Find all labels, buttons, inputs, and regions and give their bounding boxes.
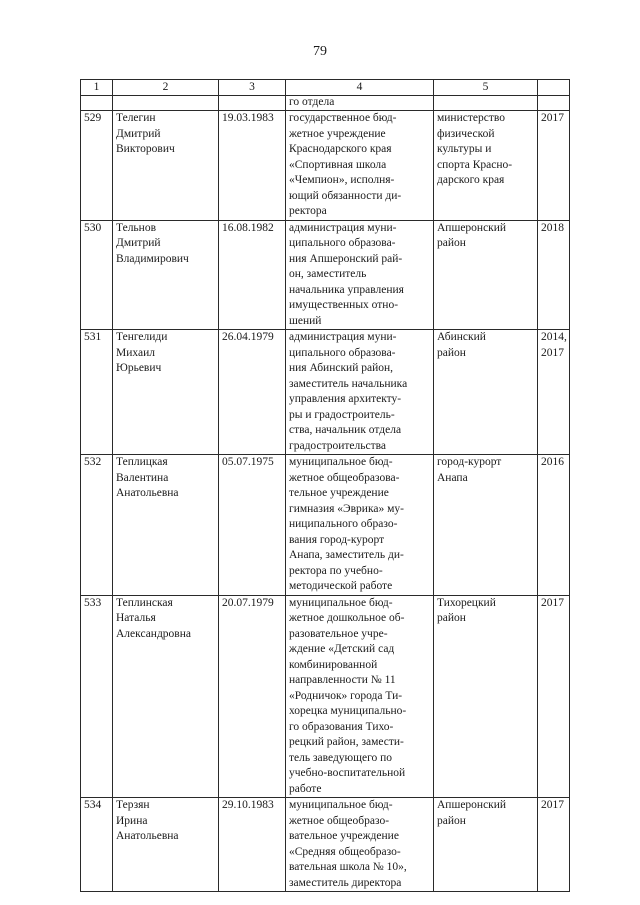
workplace-line: ректора по учебно- — [289, 564, 383, 577]
municipality-line: Анапа — [437, 471, 468, 484]
municipality-cell — [434, 220, 538, 330]
workplace-line: государственное бюд- — [289, 112, 397, 124]
person-name-line: Александровна — [116, 627, 191, 640]
row-number-cell — [81, 220, 113, 330]
person-name-cell — [113, 798, 219, 892]
year-cell — [538, 111, 570, 221]
workplace-line: ющий обязанности ди- — [289, 189, 402, 202]
workplace-line: ры и градостроитель- — [289, 408, 395, 421]
person-name-line: Валентина — [116, 471, 169, 484]
workplace-line: гимназия «Эврика» му- — [289, 502, 404, 515]
municipality-line: район — [437, 612, 466, 624]
workplace-cell — [286, 330, 434, 455]
municipality-line: район — [437, 346, 466, 359]
workplace-cell — [286, 455, 434, 596]
year-cell — [538, 455, 570, 596]
workplace-line: градостроительства — [289, 439, 387, 452]
municipality-line: Апшеронский — [437, 221, 507, 234]
birth-date-line: 16.08.1982 — [222, 221, 274, 234]
row-number-cell — [81, 330, 113, 455]
workplace-line: рецкий район, замести- — [289, 736, 404, 748]
page-number: 79 — [313, 44, 327, 59]
workplace-line: он, заместитель — [289, 268, 367, 280]
year-line: 2017 — [541, 799, 564, 811]
continuation-work-cell: го отдела — [286, 96, 434, 111]
municipality-cell — [434, 111, 538, 221]
municipality-line: спорта Красно- — [437, 158, 513, 171]
birth-date-line: 20.07.1979 — [222, 596, 274, 609]
column-header-work: 4 — [286, 80, 434, 96]
workplace-line: управления архитекту- — [289, 393, 402, 405]
person-name-cell — [113, 455, 219, 596]
municipality-line: культуры и — [437, 143, 492, 155]
column-header-name: 2 — [113, 80, 219, 96]
municipality-line: Тихорецкий — [437, 596, 496, 609]
municipality-line: Апшеронский — [437, 799, 507, 811]
workplace-line: разовательное учре- — [289, 627, 388, 640]
column-header-place: 5 — [434, 80, 538, 96]
person-name-line: Михаил — [116, 346, 155, 359]
year-line: 2016 — [541, 456, 564, 468]
table-row — [81, 595, 570, 798]
column-header-date: 3 — [219, 80, 286, 96]
column-header-number: 1 — [81, 80, 113, 96]
year-line: 2017 — [541, 596, 564, 609]
workplace-line: методической работе — [289, 580, 393, 592]
person-name-line: Анатольевна — [116, 487, 179, 499]
person-name-line: Теплицкая — [116, 456, 168, 468]
continuation-num-cell — [81, 96, 113, 111]
workplace-line: муниципальное бюд- — [289, 456, 393, 468]
workplace-line: ципального образова- — [289, 237, 396, 249]
row-number-line: 534 — [84, 799, 102, 811]
workplace-line: направленности № 11 — [289, 674, 396, 686]
workplace-line: комбинированной — [289, 658, 378, 671]
workplace-line: муниципальное бюд- — [289, 799, 393, 811]
birth-date-cell — [219, 455, 286, 596]
workplace-line: «Чемпион», исполня- — [289, 174, 395, 186]
workplace-cell — [286, 220, 434, 330]
workplace-line: муниципальное бюд- — [289, 596, 393, 609]
municipality-cell — [434, 595, 538, 798]
workplace-line: заместитель начальника — [289, 377, 408, 390]
continuation-date-cell — [219, 96, 286, 111]
person-name-line: Тельнов — [116, 221, 157, 234]
municipality-cell — [434, 330, 538, 455]
workplace-line: ниципального образо- — [289, 518, 398, 530]
row-number-cell — [81, 111, 113, 221]
person-name-line: Дмитрий — [116, 127, 161, 140]
person-name-line: Теплинская — [116, 596, 173, 609]
municipality-line: город-курорт — [437, 456, 502, 468]
workplace-line: ния Апшеронский рай- — [289, 252, 403, 265]
municipality-cell — [434, 798, 538, 892]
workplace-line: Краснодарского края — [289, 143, 392, 155]
workplace-line: «Спортивная школа — [289, 158, 387, 171]
municipality-line: район — [437, 814, 466, 827]
workplace-cell — [286, 798, 434, 892]
workplace-line: вания город-курорт — [289, 533, 385, 546]
person-name-line: Владимирович — [116, 252, 189, 265]
year-line: 2017 — [541, 346, 564, 359]
table-row — [81, 330, 570, 455]
table-header-row — [81, 80, 570, 96]
birth-date-cell — [219, 220, 286, 330]
municipality-line: район — [437, 237, 466, 249]
table-row — [81, 455, 570, 596]
workplace-line: ния Абинский район, — [289, 362, 394, 374]
municipality-line: физической — [437, 127, 495, 140]
person-name-line: Тенгелиди — [116, 331, 168, 343]
municipality-line: Абинский — [437, 331, 486, 343]
birth-date-cell — [219, 330, 286, 455]
municipality-line: дарского края — [437, 174, 505, 186]
row-number-cell — [81, 798, 113, 892]
continuation-place-cell — [434, 96, 538, 111]
workplace-line: жетное общеобразо- — [289, 814, 390, 827]
workplace-line: имущественных отно- — [289, 299, 399, 311]
birth-date-line: 05.07.1975 — [222, 456, 274, 468]
workplace-line: тельное учреждение — [289, 487, 389, 499]
birth-date-cell — [219, 595, 286, 798]
birth-date-line: 26.04.1979 — [222, 331, 274, 343]
year-cell — [538, 330, 570, 455]
birth-date-line: 29.10.1983 — [222, 799, 274, 811]
table-row — [81, 111, 570, 221]
municipality-cell — [434, 455, 538, 596]
row-number-line: 532 — [84, 456, 102, 468]
registry-table — [80, 79, 570, 892]
workplace-line: вательная школа № 10», — [289, 861, 407, 873]
workplace-line: хорецка муниципально- — [289, 705, 407, 717]
workplace-cell — [286, 111, 434, 221]
workplace-line: ждение «Детский сад — [289, 643, 395, 655]
column-header-year — [538, 80, 570, 96]
workplace-line: работе — [289, 782, 322, 795]
workplace-line: «Средняя общеобразо- — [289, 845, 401, 858]
workplace-line: администрация муни- — [289, 331, 397, 343]
workplace-line: администрация муни- — [289, 221, 397, 234]
workplace-line: го образования Тихо- — [289, 720, 394, 733]
workplace-line: жетное учреждение — [289, 127, 386, 140]
workplace-line: учебно-воспитательной — [289, 767, 406, 779]
workplace-line: Анапа, заместитель ди- — [289, 549, 404, 561]
birth-date-cell — [219, 111, 286, 221]
continuation-row — [81, 96, 570, 111]
workplace-line: начальника управления — [289, 283, 404, 296]
workplace-line: вательное учреждение — [289, 830, 399, 842]
person-name-line: Наталья — [116, 612, 156, 624]
year-line: 2018 — [541, 221, 564, 234]
workplace-line: ректора — [289, 205, 327, 217]
person-name-line: Викторович — [116, 143, 175, 155]
year-cell — [538, 220, 570, 330]
person-name-cell — [113, 330, 219, 455]
person-name-line: Ирина — [116, 814, 148, 827]
person-name-line: Терзян — [116, 799, 150, 811]
row-number-line: 533 — [84, 596, 102, 609]
person-name-line: Анатольевна — [116, 830, 179, 842]
row-number-line: 531 — [84, 331, 102, 343]
person-name-cell — [113, 220, 219, 330]
workplace-line: тель заведующего по — [289, 751, 393, 764]
year-line: 2014, — [541, 331, 567, 343]
year-line: 2017 — [541, 112, 564, 124]
table-row — [81, 798, 570, 892]
municipality-line: министерство — [437, 112, 505, 124]
row-number-cell — [81, 595, 113, 798]
workplace-line: заместитель директора — [289, 876, 402, 889]
row-number-line: 530 — [84, 221, 102, 234]
continuation-year-cell — [538, 96, 570, 111]
birth-date-cell — [219, 798, 286, 892]
person-name-line: Дмитрий — [116, 237, 161, 249]
birth-date-line: 19.03.1983 — [222, 112, 274, 124]
workplace-cell — [286, 595, 434, 798]
workplace-line: ципального образова- — [289, 346, 396, 359]
year-cell — [538, 595, 570, 798]
workplace-line: жетное дошкольное об- — [289, 612, 405, 624]
person-name-cell — [113, 595, 219, 798]
workplace-line: ства, начальник отдела — [289, 424, 402, 436]
row-number-cell — [81, 455, 113, 596]
person-name-cell — [113, 111, 219, 221]
continuation-name-cell — [113, 96, 219, 111]
person-name-line: Юрьевич — [116, 362, 162, 374]
year-cell — [538, 798, 570, 892]
row-number-line: 529 — [84, 112, 102, 124]
workplace-line: шений — [289, 314, 322, 327]
workplace-line: «Родничок» города Ти- — [289, 689, 403, 702]
workplace-line: жетное общеобразова- — [289, 471, 400, 484]
table-row — [81, 220, 570, 330]
person-name-line: Телегин — [116, 112, 156, 124]
